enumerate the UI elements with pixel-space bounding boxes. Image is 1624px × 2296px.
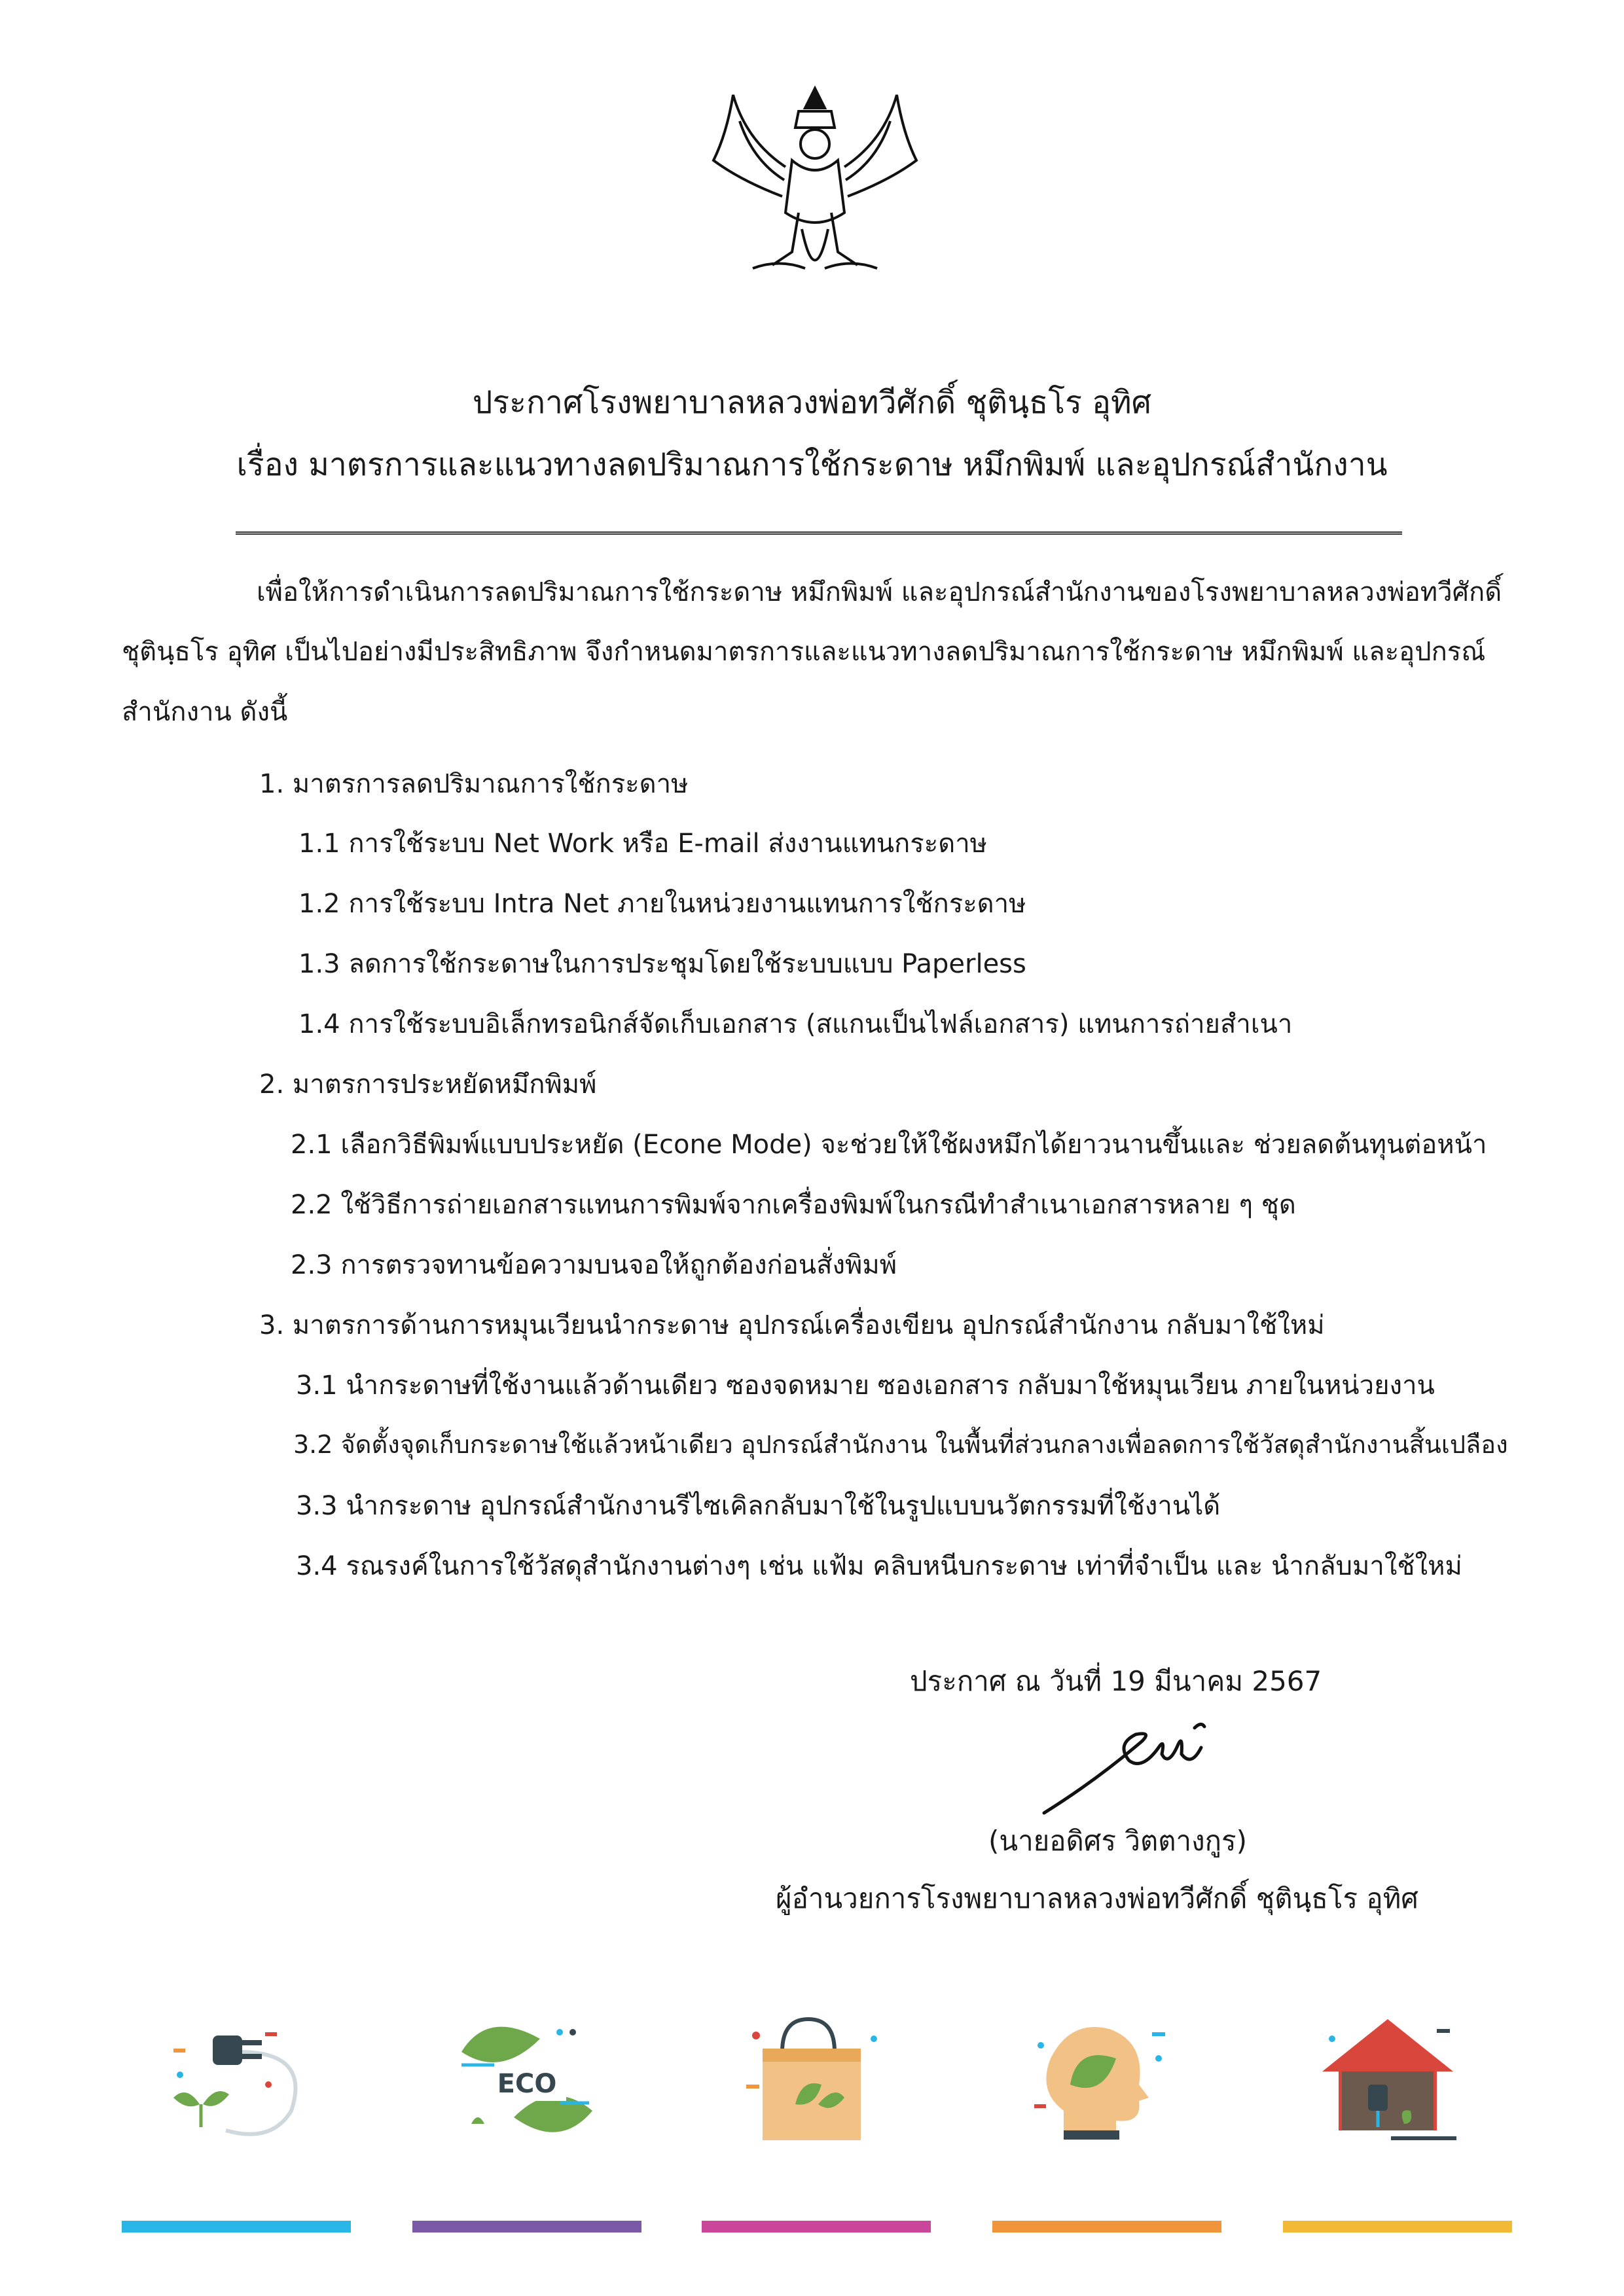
announcement-subject: เรื่อง มาตรการและแนวทางลดปริมาณการใช้กระดาษ หมึกพิมพ์ และอุปกรณ์สำนักงาน: [236, 446, 1388, 483]
list-item: 3.3 นำกระดาษ อุปกรณ์สำนักงานรีไซเคิลกลับมาใช้ในรูปแบบนวัตกรรมที่ใช้งานได้: [296, 1491, 1221, 1521]
list-item: 1.2 การใช้ระบบ Intra Net ภายในหน่วยงานแทนการใช้กระดาษ: [298, 889, 1026, 919]
footer-bar-yellow: [1283, 2221, 1512, 2233]
house-plug-icon: [1312, 2013, 1463, 2144]
title-divider: [236, 531, 1402, 535]
footer-bar-purple: [412, 2221, 641, 2233]
section-heading: 1. มาตรการลดปริมาณการใช้กระดาษ: [259, 769, 689, 799]
shopping-bag-leaf-icon: [736, 2013, 887, 2144]
list-item: 1.4 การใช้ระบบอิเล็กทรอนิกส์จัดเก็บเอกสาร (สแกนเป็นไฟล์เอกสาร) แทนการถ่ายสำเนา: [298, 1009, 1293, 1039]
list-item: 2.3 การตรวจทานข้อความบนจอให้ถูกต้องก่อนสั่งพิมพ์: [291, 1250, 897, 1280]
intro-line-3: สำนักงาน ดังนี้: [122, 697, 288, 727]
garuda-emblem-icon: [707, 82, 923, 301]
announcement-title: ประกาศโรงพยาบาลหลวงพ่อทวีศักดิ์ ชุตินฺธโร อุทิศ: [472, 384, 1152, 421]
handwritten-signature: [1038, 1708, 1254, 1820]
svg-text:ECO: ECO: [497, 2069, 557, 2099]
section-heading: 2. มาตรการประหยัดหมึกพิมพ์: [259, 1069, 597, 1100]
head-leaf-icon: [1024, 2013, 1175, 2144]
list-item: 3.2 จัดตั้งจุดเก็บกระดาษใช้แล้วหน้าเดียว อุปกรณ์สำนักงาน ในพื้นที่ส่วนกลางเพื่อลดการใช้วัสดุสำนักงานสิ้นเปลือง: [293, 1430, 1508, 1459]
footer-bar-orange: [992, 2221, 1221, 2233]
list-item: 1.1 การใช้ระบบ Net Work หรือ E-mail ส่งงานแทนกระดาษ: [298, 829, 988, 859]
footer-bar-blue: [122, 2221, 351, 2233]
section-heading: 3. มาตรการด้านการหมุนเวียนนำกระดาษ อุปกรณ์เครื่องเขียน อุปกรณ์สำนักงาน กลับมาใช้ใหม่: [259, 1310, 1325, 1340]
signer-name: (นายอดิศร วิตตางกูร): [988, 1825, 1247, 1857]
intro-line-1: เพื่อให้การดำเนินการลดปริมาณการใช้กระดาษ หมึกพิมพ์ และอุปกรณ์สำนักงานของโรงพยาบาลหลวงพ่อทวีศักดิ์: [257, 577, 1502, 607]
plug-leaf-icon: [160, 2013, 311, 2144]
signer-position: ผู้อำนวยการโรงพยาบาลหลวงพ่อทวีศักดิ์ ชุตินฺธโร อุทิศ: [776, 1882, 1418, 1914]
intro-line-2: ชุตินฺธโร อุทิศ เป็นไปอย่างมีประสิทธิภาพ จึงกำหนดมาตรการและแนวทางลดปริมาณการใช้กระดาษ หมึกพิมพ์ และอุปกรณ์: [122, 637, 1486, 667]
list-item: 3.1 นำกระดาษที่ใช้งานแล้วด้านเดียว ซองจดหมาย ซองเอกสาร กลับมาใช้หมุนเวียน ภายในหน่วยงาน: [296, 1371, 1435, 1401]
footer-bar-pink: [702, 2221, 931, 2233]
list-item: 3.4 รณรงค์ในการใช้วัสดุสำนักงานต่างๆ เช่น แฟ้ม คลิบหนีบกระดาษ เท่าที่จำเป็น และ นำกลับมาใช้ใหม่: [296, 1551, 1462, 1581]
list-item: 2.1 เลือกวิธีพิมพ์แบบประหยัด (Econe Mode) จะช่วยให้ใช้ผงหมึกได้ยาวนานขึ้นและ ช่วยลดต้นทุนต่อหน้า: [291, 1130, 1487, 1160]
list-item: 1.3 ลดการใช้กระดาษในการประชุมโดยใช้ระบบแบบ Paperless: [298, 949, 1026, 979]
list-item: 2.2 ใช้วิธีการถ่ายเอกสารแทนการพิมพ์จากเครื่องพิมพ์ในกรณีทำสำเนาเอกสารหลาย ๆ ชุด: [291, 1190, 1296, 1220]
eco-leaves-icon: [448, 2013, 599, 2144]
announcement-date: ประกาศ ณ วันที่ 19 มีนาคม 2567: [910, 1665, 1322, 1697]
